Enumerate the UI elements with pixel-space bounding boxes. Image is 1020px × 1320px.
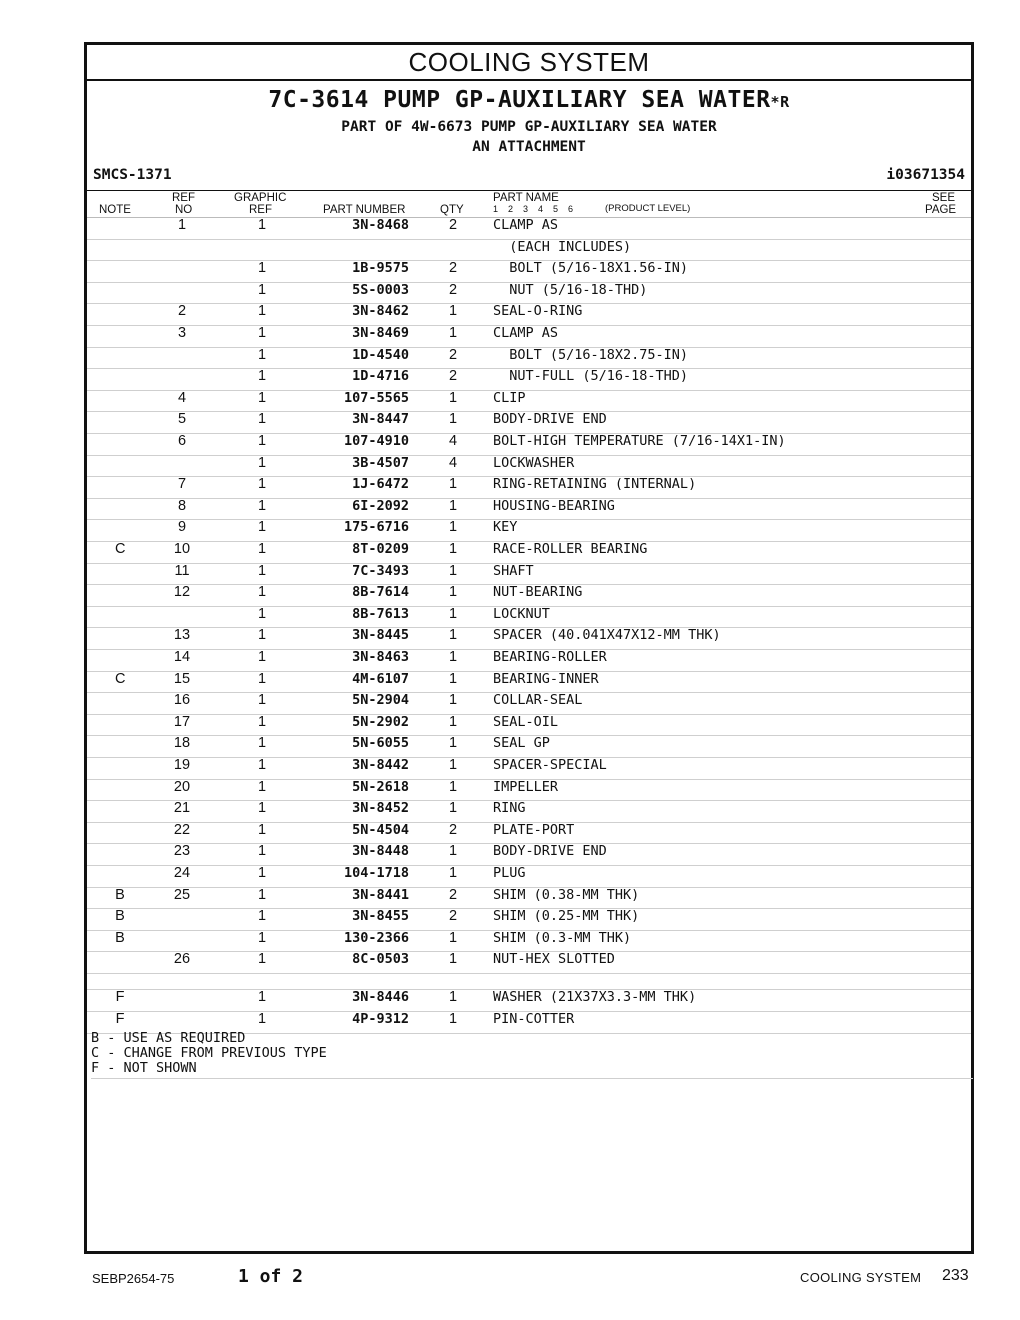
row-part-name: HOUSING-BEARING xyxy=(493,497,615,514)
table-row xyxy=(87,887,971,910)
table-row xyxy=(87,714,971,737)
header-levels: 1 2 3 4 5 6 xyxy=(493,204,574,214)
row-graphic-ref: 1 xyxy=(257,346,267,363)
row-part-number: 3N-8462 xyxy=(352,303,409,320)
row-part-number: 8T-0209 xyxy=(352,541,409,557)
table-row xyxy=(87,843,971,866)
table-row xyxy=(87,973,971,990)
row-graphic-ref: 1 xyxy=(257,260,267,277)
row-part-name: NUT-FULL (5/16-18-THD) xyxy=(493,368,689,385)
table-row xyxy=(87,989,971,1012)
row-ref-no: 17 xyxy=(173,713,191,730)
row-qty: 1 xyxy=(448,865,458,881)
header-ref-bottom: NO xyxy=(175,204,193,216)
row-part-number: 175-6716 xyxy=(343,519,409,536)
row-graphic-ref: 1 xyxy=(257,303,267,320)
row-qty: 1 xyxy=(448,951,458,968)
row-part-name: NUT-BEARING xyxy=(493,584,583,601)
table-row xyxy=(87,541,971,564)
row-qty: 1 xyxy=(448,519,458,536)
row-qty: 2 xyxy=(448,260,458,277)
row-part-number: 5S-0003 xyxy=(352,281,409,298)
table-row xyxy=(87,822,971,845)
row-ref-no: 25 xyxy=(173,886,191,903)
subtitle-part-of: PART OF 4W-6673 PUMP GP-AUXILIARY SEA WATER xyxy=(341,119,717,135)
row-note: C xyxy=(115,670,126,687)
row-ref-no: 13 xyxy=(173,627,191,644)
page-frame xyxy=(84,42,974,1254)
table-row xyxy=(87,735,971,758)
row-part-name: SPACER (40.041X47X12-MM THK) xyxy=(493,627,721,644)
row-graphic-ref: 1 xyxy=(257,217,267,233)
document-id: i03671354 xyxy=(886,167,965,183)
table-row xyxy=(87,411,971,434)
row-ref-no: 1 xyxy=(177,217,187,233)
row-note: B xyxy=(115,929,125,946)
row-qty: 1 xyxy=(448,778,458,795)
header-qty: QTY xyxy=(440,204,464,216)
row-qty: 1 xyxy=(448,476,458,493)
subtitle-attachment: AN ATTACHMENT xyxy=(472,139,586,155)
row-qty: 1 xyxy=(448,800,458,817)
table-row xyxy=(87,347,971,370)
row-graphic-ref: 1 xyxy=(257,951,267,968)
row-part-name: WASHER (21X37X3.3-MM THK) xyxy=(493,989,697,1006)
row-qty: 2 xyxy=(448,821,458,838)
row-qty: 2 xyxy=(448,217,458,233)
row-ref-no: 11 xyxy=(174,562,190,579)
row-graphic-ref: 1 xyxy=(257,627,267,644)
row-ref-no: 10 xyxy=(173,541,191,557)
row-graphic-ref: 1 xyxy=(257,757,267,773)
row-part-number: 1J-6472 xyxy=(352,476,409,493)
row-part-number: 3N-8447 xyxy=(352,411,409,428)
table-row xyxy=(87,455,971,478)
row-ref-no: 23 xyxy=(173,843,191,860)
row-ref-no: 24 xyxy=(173,865,191,881)
row-graphic-ref: 1 xyxy=(257,929,267,946)
table-row xyxy=(87,239,971,262)
row-part-number: 5N-2902 xyxy=(352,713,409,730)
row-part-name: SEAL-OIL xyxy=(493,713,559,730)
row-graphic-ref: 1 xyxy=(257,454,267,471)
row-qty: 1 xyxy=(448,989,458,1006)
row-part-name: LOCKNUT xyxy=(493,605,550,622)
row-part-name: SHIM (0.25-MM THK) xyxy=(493,908,640,925)
row-part-number: 8B-7614 xyxy=(352,584,409,601)
table-row xyxy=(87,627,971,650)
row-qty: 1 xyxy=(448,735,458,752)
row-graphic-ref: 1 xyxy=(257,1011,267,1027)
row-part-name: RING xyxy=(493,800,526,817)
row-part-name: CLAMP AS xyxy=(493,217,559,233)
table-row xyxy=(87,692,971,715)
table-row xyxy=(87,606,971,629)
row-part-name: BEARING-ROLLER xyxy=(493,649,607,665)
note-f: F - NOT SHOWN xyxy=(91,1060,197,1076)
table-row xyxy=(87,519,971,542)
row-graphic-ref: 1 xyxy=(257,281,267,298)
row-part-number: 4M-6107 xyxy=(352,670,409,687)
table-row xyxy=(87,368,971,391)
row-part-number: 107-5565 xyxy=(343,389,409,406)
row-part-name: BODY-DRIVE END xyxy=(493,843,607,860)
row-part-name: CLAMP AS xyxy=(493,325,559,341)
table-row xyxy=(87,498,971,521)
footer-page-number: 233 xyxy=(942,1267,969,1284)
row-graphic-ref: 1 xyxy=(257,865,267,881)
table-row xyxy=(87,282,971,305)
row-part-name: COLLAR-SEAL xyxy=(493,692,583,709)
notes-legend xyxy=(91,1031,973,1079)
row-part-name: NUT-HEX SLOTTED xyxy=(493,951,615,968)
row-part-name: SHAFT xyxy=(493,562,534,579)
row-part-number: 3N-8463 xyxy=(352,649,409,665)
table-row xyxy=(87,476,971,499)
row-qty: 2 xyxy=(448,886,458,903)
row-ref-no: 12 xyxy=(173,584,191,601)
header-see-top: SEE xyxy=(932,192,956,204)
row-ref-no: 16 xyxy=(173,692,191,709)
row-part-name: BOLT (5/16-18X2.75-IN) xyxy=(493,346,689,363)
row-qty: 1 xyxy=(448,605,458,622)
row-part-name: IMPELLER xyxy=(493,778,559,795)
row-part-number: 3N-8448 xyxy=(352,843,409,860)
row-ref-no: 15 xyxy=(173,670,191,687)
table-row xyxy=(87,865,971,888)
row-part-name: BOLT (5/16-18X1.56-IN) xyxy=(493,260,689,277)
row-graphic-ref: 1 xyxy=(257,692,267,709)
row-qty: 1 xyxy=(448,389,458,406)
row-qty: 1 xyxy=(448,757,458,773)
row-part-name: (EACH INCLUDES) xyxy=(493,238,632,255)
row-graphic-ref: 1 xyxy=(257,433,267,449)
row-part-number: 130-2366 xyxy=(343,929,409,946)
table-row xyxy=(87,584,971,607)
footer-doc-code: SEBP2654-75 xyxy=(92,1271,175,1286)
section-title: COOLING SYSTEM xyxy=(87,45,971,81)
row-ref-no: 22 xyxy=(173,821,191,838)
row-part-name: RING-RETAINING (INTERNAL) xyxy=(493,476,697,493)
row-part-name: NUT (5/16-18-THD) xyxy=(493,281,648,298)
title-suffix: *R xyxy=(770,93,790,111)
row-note: C xyxy=(115,541,126,557)
header-product-level: (PRODUCT LEVEL) xyxy=(605,203,691,214)
row-graphic-ref: 1 xyxy=(257,908,267,925)
row-part-name: SHIM (0.38-MM THK) xyxy=(493,886,640,903)
row-graphic-ref: 1 xyxy=(257,886,267,903)
header-ref-top: REF xyxy=(172,192,195,204)
row-part-number: 1B-9575 xyxy=(352,260,409,277)
page-title xyxy=(87,87,971,113)
row-graphic-ref: 1 xyxy=(257,989,267,1006)
row-part-number: 5N-2618 xyxy=(352,778,409,795)
row-part-name: PLATE-PORT xyxy=(493,821,575,838)
row-graphic-ref: 1 xyxy=(257,389,267,406)
row-graphic-ref: 1 xyxy=(257,735,267,752)
row-qty: 1 xyxy=(448,670,458,687)
header-part-number: PART NUMBER xyxy=(323,204,406,216)
row-ref-no: 4 xyxy=(177,389,187,406)
row-part-number: 3N-8445 xyxy=(352,627,409,644)
table-row xyxy=(87,779,971,802)
row-graphic-ref: 1 xyxy=(257,476,267,493)
row-graphic-ref: 1 xyxy=(257,584,267,601)
row-qty: 1 xyxy=(448,692,458,709)
row-part-number: 5N-4504 xyxy=(352,821,409,838)
table-header xyxy=(87,190,971,218)
row-qty: 1 xyxy=(448,541,458,557)
note-c: C - CHANGE FROM PREVIOUS TYPE xyxy=(91,1045,327,1061)
row-graphic-ref: 1 xyxy=(257,778,267,795)
row-graphic-ref: 1 xyxy=(257,843,267,860)
table-row xyxy=(87,260,971,283)
row-ref-no: 3 xyxy=(177,325,187,341)
row-part-number: 7C-3493 xyxy=(352,562,409,579)
row-part-name: PLUG xyxy=(493,865,526,881)
table-row xyxy=(87,303,971,326)
row-part-number: 3N-8442 xyxy=(352,757,409,773)
table-row xyxy=(87,757,971,780)
row-graphic-ref: 1 xyxy=(257,411,267,428)
row-part-name: SEAL GP xyxy=(493,735,550,752)
row-graphic-ref: 1 xyxy=(257,605,267,622)
table-row xyxy=(87,563,971,586)
row-graphic-ref: 1 xyxy=(257,562,267,579)
row-part-number: 3N-8455 xyxy=(352,908,409,925)
row-qty: 1 xyxy=(448,713,458,730)
row-ref-no: 7 xyxy=(177,476,187,493)
row-part-number: 8C-0503 xyxy=(352,951,409,968)
row-ref-no: 20 xyxy=(173,778,191,795)
row-ref-no: 26 xyxy=(173,951,191,968)
row-graphic-ref: 1 xyxy=(257,800,267,817)
header-part-name: PART NAME xyxy=(493,192,559,204)
row-qty: 1 xyxy=(448,627,458,644)
row-note: F xyxy=(115,989,125,1006)
row-part-number: 4P-9312 xyxy=(352,1011,409,1027)
row-part-name: LOCKWASHER xyxy=(493,454,575,471)
row-qty: 1 xyxy=(448,843,458,860)
row-qty: 1 xyxy=(448,411,458,428)
row-part-name: PIN-COTTER xyxy=(493,1011,575,1027)
header-graphic-bottom: REF xyxy=(249,204,272,216)
header-note: NOTE xyxy=(99,204,131,216)
note-b: B - USE AS REQUIRED xyxy=(91,1030,246,1046)
row-part-number: 3N-8446 xyxy=(352,989,409,1006)
header-graphic-top: GRAPHIC xyxy=(234,192,287,204)
row-ref-no: 14 xyxy=(173,649,191,665)
row-graphic-ref: 1 xyxy=(257,821,267,838)
row-part-number: 1D-4716 xyxy=(352,368,409,385)
row-graphic-ref: 1 xyxy=(257,519,267,536)
row-part-number: 3N-8469 xyxy=(352,325,409,341)
row-ref-no: 9 xyxy=(177,519,187,536)
row-qty: 4 xyxy=(448,454,458,471)
table-row xyxy=(87,800,971,823)
row-part-name: KEY xyxy=(493,519,518,536)
row-qty: 1 xyxy=(448,325,458,341)
row-ref-no: 2 xyxy=(177,303,187,320)
row-part-number: 5N-2904 xyxy=(352,692,409,709)
table-row xyxy=(87,217,971,240)
row-part-number: 5N-6055 xyxy=(352,735,409,752)
row-part-number: 6I-2092 xyxy=(352,497,409,514)
row-part-name: SHIM (0.3-MM THK) xyxy=(493,929,632,946)
row-qty: 4 xyxy=(448,433,458,449)
row-qty: 2 xyxy=(448,908,458,925)
table-row xyxy=(87,433,971,456)
row-part-number: 104-1718 xyxy=(343,865,409,881)
row-part-number: 3B-4507 xyxy=(352,454,409,471)
row-part-name: BEARING-INNER xyxy=(493,670,599,687)
row-part-number: 107-4910 xyxy=(343,433,409,449)
row-ref-no: 6 xyxy=(177,433,187,449)
row-part-number: 3N-8452 xyxy=(352,800,409,817)
table-row xyxy=(87,649,971,672)
row-graphic-ref: 1 xyxy=(257,325,267,341)
footer-page-of: 1 of 2 xyxy=(238,1266,304,1287)
row-part-number: 1D-4540 xyxy=(352,346,409,363)
row-qty: 1 xyxy=(448,562,458,579)
row-part-name: BODY-DRIVE END xyxy=(493,411,607,428)
row-ref-no: 19 xyxy=(173,757,191,773)
row-qty: 1 xyxy=(448,1011,458,1027)
row-qty: 1 xyxy=(448,584,458,601)
row-qty: 1 xyxy=(448,303,458,320)
row-ref-no: 21 xyxy=(173,800,191,817)
row-qty: 1 xyxy=(448,929,458,946)
row-graphic-ref: 1 xyxy=(257,670,267,687)
row-graphic-ref: 1 xyxy=(257,649,267,665)
footer-section: COOLING SYSTEM xyxy=(800,1270,922,1285)
row-part-name: BOLT-HIGH TEMPERATURE (7/16-14X1-IN) xyxy=(493,433,786,449)
row-qty: 2 xyxy=(448,346,458,363)
row-qty: 2 xyxy=(448,281,458,298)
row-note: B xyxy=(115,908,125,925)
title-main: 7C-3614 PUMP GP-AUXILIARY SEA WATER xyxy=(268,87,771,113)
row-part-name: RACE-ROLLER BEARING xyxy=(493,541,648,557)
row-graphic-ref: 1 xyxy=(257,497,267,514)
row-graphic-ref: 1 xyxy=(257,368,267,385)
row-note: F xyxy=(115,1011,125,1027)
row-part-number: 3N-8468 xyxy=(352,217,409,233)
table-row xyxy=(87,390,971,413)
table-row xyxy=(87,951,971,974)
row-qty: 1 xyxy=(448,649,458,665)
row-ref-no: 8 xyxy=(177,497,187,514)
row-part-name: SPACER-SPECIAL xyxy=(493,757,607,773)
table-row xyxy=(87,930,971,953)
table-row xyxy=(87,325,971,348)
table-row xyxy=(87,908,971,931)
row-graphic-ref: 1 xyxy=(257,713,267,730)
header-see-bottom: PAGE xyxy=(925,204,957,216)
row-note: B xyxy=(115,886,125,903)
smcs-code: SMCS-1371 xyxy=(93,167,172,183)
row-ref-no: 5 xyxy=(177,411,187,428)
row-graphic-ref: 1 xyxy=(257,541,267,557)
row-ref-no: 18 xyxy=(173,735,191,752)
row-part-name: SEAL-O-RING xyxy=(493,303,583,320)
row-part-name: CLIP xyxy=(493,389,526,406)
row-qty: 1 xyxy=(448,497,458,514)
row-part-number: 8B-7613 xyxy=(352,605,409,622)
row-qty: 2 xyxy=(448,368,458,385)
row-part-number: 3N-8441 xyxy=(352,886,409,903)
table-row xyxy=(87,671,971,694)
